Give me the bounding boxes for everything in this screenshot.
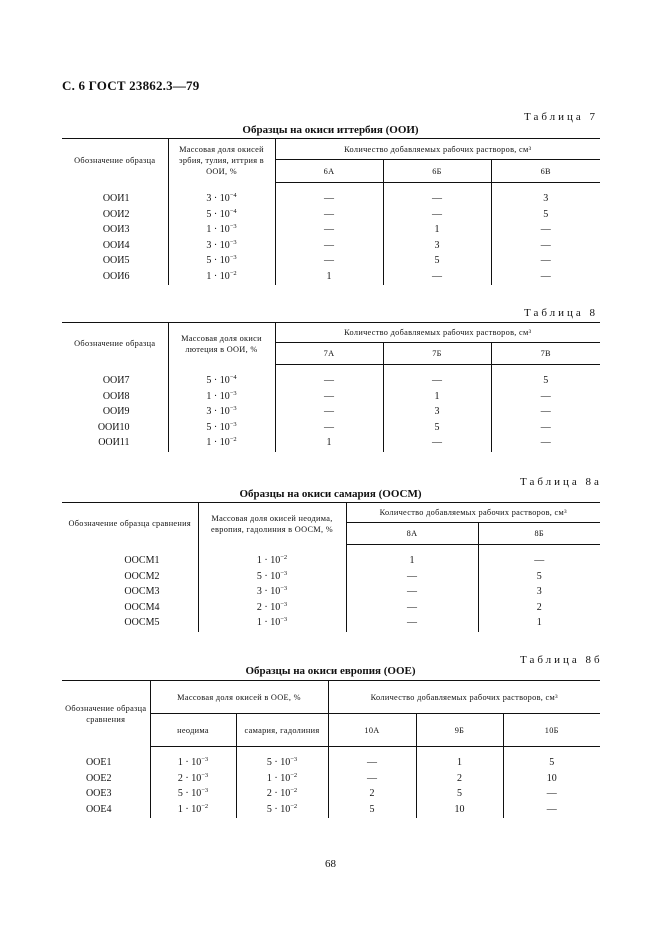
solution-volume: —: [275, 253, 383, 269]
sample-code: ООИ10: [97, 421, 130, 433]
mass-fraction: $3 \cdot 10^{-3}$: [198, 584, 346, 600]
solution-volume: 5: [478, 569, 600, 585]
solution-volume: —: [491, 253, 600, 269]
exponent: −3: [290, 756, 298, 763]
table-7-sub-header: 6А: [275, 160, 383, 183]
table-7: [62, 138, 600, 285]
solution-volume: 10: [416, 802, 503, 819]
exponent: −3: [201, 787, 209, 794]
table-8-sub-header: 7А: [275, 343, 383, 365]
mantissa: 5: [256, 570, 262, 582]
table-row: [62, 584, 600, 600]
mantissa: 3: [206, 192, 212, 204]
mass-fraction: $1 \cdot 10^{-2}$: [198, 545, 346, 569]
sample-code: ООЕ1: [85, 756, 112, 768]
table-7-header-sample: Обозначение образца: [62, 139, 168, 183]
exponent: −3: [280, 616, 288, 623]
solution-volume: 1: [383, 389, 491, 405]
mass-fraction-neodymium: $1 \cdot 10^{-2}$: [150, 802, 236, 819]
mass-fraction: $5 \cdot 10^{-3}$: [168, 420, 275, 436]
mass-fraction: $5 \cdot 10^{-3}$: [168, 253, 275, 269]
exponent: −2: [290, 802, 298, 810]
mass-fraction-samarium-gadolinium: $1 \cdot 10^{-2}$: [236, 771, 328, 787]
solution-volume: 1: [478, 615, 600, 632]
mantissa: 1: [256, 554, 262, 566]
mantissa: 2: [256, 601, 262, 613]
mantissa: 5: [206, 208, 212, 220]
table-7-header-mass: Массовая доля окисей эрбия, тулия, иттрия в ООИ, %: [168, 139, 275, 183]
sample-code: ООСМ5: [124, 617, 160, 628]
sample-code: ООЕ4: [85, 803, 112, 815]
solution-volume: 5: [383, 253, 491, 269]
table-row: [62, 771, 600, 787]
table-8b-sub-header: 10А: [328, 714, 416, 747]
solution-volume: 5: [328, 802, 416, 819]
mantissa: 1: [206, 437, 212, 448]
exponent: −3: [229, 254, 237, 261]
table-7-header-qty: Количество добавляемых рабочих растворов, см³: [275, 139, 600, 160]
solution-volume: 2: [416, 771, 503, 787]
table-8b-label: Таблица 8б: [520, 654, 603, 666]
table-7-body: [62, 183, 600, 286]
sample-code: ООСМ1: [124, 554, 160, 566]
sample-code: ООИ6: [102, 270, 130, 282]
table-row: [62, 238, 600, 254]
table-8a-header-mass: Массовая доля окисей неодима, европия, гадолиния в ООСМ, %: [198, 503, 346, 545]
solution-volume: —: [383, 183, 491, 207]
table-8: [62, 322, 600, 452]
solution-volume: —: [491, 222, 600, 238]
table-row: [62, 183, 600, 207]
solution-volume: —: [275, 404, 383, 420]
table-8b-title: Образцы на окиси европия (ООЕ): [245, 665, 416, 677]
solution-volume: —: [275, 207, 383, 223]
solution-volume: 5: [491, 365, 600, 389]
exponent: −2: [229, 436, 237, 443]
sample-code: ООИ4: [102, 239, 130, 251]
mass-fraction: $1 \cdot 10^{-3}$: [168, 222, 275, 238]
solution-volume: 2: [328, 786, 416, 802]
table-row: [62, 404, 600, 420]
sample-code: ООИ1: [102, 192, 130, 204]
table-row: [62, 222, 600, 238]
solution-volume: —: [328, 747, 416, 771]
solution-volume: 5: [491, 207, 600, 223]
mass-fraction-neodymium: $1 \cdot 10^{-3}$: [150, 747, 236, 771]
mantissa: 3: [206, 406, 212, 417]
table-row: [62, 207, 600, 223]
exponent: −3: [280, 569, 288, 577]
table-row: [62, 786, 600, 802]
solution-volume: 3: [478, 584, 600, 600]
solution-volume: 1: [383, 222, 491, 238]
table-8b-sub-header: 9Б: [416, 714, 503, 747]
mantissa: 5: [266, 757, 272, 768]
table-8a-label: Таблица 8а: [520, 476, 602, 488]
table-8-sub-header: 7В: [491, 343, 600, 365]
solution-volume: 5: [503, 747, 600, 771]
solution-volume: —: [478, 545, 600, 569]
solution-volume: 3: [491, 183, 600, 207]
table-7-title: Образцы на окиси иттербия (ООИ): [242, 124, 419, 136]
solution-volume: 10: [503, 771, 600, 787]
table-row: [62, 365, 600, 389]
mass-fraction: $2 \cdot 10^{-3}$: [198, 600, 346, 616]
solution-volume: —: [383, 207, 491, 223]
table-7-label: Таблица 7: [524, 111, 599, 123]
exponent: −2: [290, 771, 298, 779]
table-8a-body: [62, 545, 600, 632]
solution-volume: —: [275, 222, 383, 238]
table-8a-sub-header: 8Б: [478, 523, 600, 545]
solution-volume: 1: [275, 435, 383, 452]
exponent: −2: [229, 269, 237, 277]
mass-fraction: $5 \cdot 10^{-4}$: [168, 365, 275, 389]
table-row: [62, 420, 600, 436]
table-8a-header-sample: Обозначение образца сравнения: [62, 503, 198, 545]
table-row: [62, 600, 600, 616]
mantissa: 1: [177, 757, 183, 768]
exponent: −3: [280, 600, 288, 608]
solution-volume: 1: [346, 545, 478, 569]
table-8-header-sample: Обозначение образца: [62, 323, 168, 365]
exponent: −4: [229, 191, 237, 199]
exponent: −4: [229, 207, 237, 215]
mantissa: 1: [206, 224, 212, 235]
table-8b-body: [62, 747, 600, 819]
mass-fraction: $5 \cdot 10^{-3}$: [198, 569, 346, 585]
solution-volume: 3: [383, 404, 491, 420]
exponent: −2: [280, 553, 288, 561]
mantissa: 1: [266, 772, 272, 784]
mass-fraction: $3 \cdot 10^{-3}$: [168, 404, 275, 420]
page-header: С. 6 ГОСТ 23862.3—79: [62, 78, 200, 93]
table-row: [62, 269, 600, 286]
sample-code: ООИ11: [98, 437, 130, 448]
exponent: −2: [290, 787, 298, 794]
sample-code: ООИ5: [102, 255, 130, 266]
table-8b-sub-mass-header: самария, гадолиния: [236, 714, 328, 747]
table-row: [62, 747, 600, 771]
exponent: −3: [229, 405, 237, 412]
table-8-label: Таблица 8: [524, 307, 599, 319]
table-8b-header-mass: Массовая доля окисей в ООЕ, %: [150, 681, 328, 714]
solution-volume: —: [491, 435, 600, 452]
mantissa: 2: [177, 772, 183, 784]
mass-fraction: $1 \cdot 10^{-2}$: [168, 435, 275, 452]
solution-volume: —: [346, 569, 478, 585]
table-8a-title: Образцы на окиси самария (ООСМ): [239, 488, 422, 500]
sample-code: ООИ3: [102, 224, 130, 235]
mantissa: 1: [177, 803, 183, 815]
sample-code: ООИ9: [102, 406, 130, 417]
table-row: [62, 802, 600, 819]
exponent: −3: [229, 420, 237, 428]
mantissa: 5: [177, 788, 183, 799]
mantissa: 5: [266, 803, 272, 815]
table-8b-header-qty: Количество добавляемых рабочих растворов, см³: [328, 681, 600, 714]
mantissa: 2: [266, 788, 272, 799]
solution-volume: 3: [383, 238, 491, 254]
table-8a-sub-header: 8А: [346, 523, 478, 545]
sample-code: ООИ2: [102, 208, 130, 220]
mantissa: 1: [206, 390, 212, 402]
table-8b: [62, 680, 600, 818]
mass-fraction: $1 \cdot 10^{-3}$: [168, 389, 275, 405]
solution-volume: —: [491, 420, 600, 436]
exponent: −3: [280, 585, 288, 592]
solution-volume: 5: [416, 786, 503, 802]
exponent: −2: [201, 802, 209, 810]
solution-volume: —: [383, 435, 491, 452]
mass-fraction: $1 \cdot 10^{-3}$: [198, 615, 346, 632]
table-8-sub-header: 7Б: [383, 343, 491, 365]
solution-volume: —: [491, 389, 600, 405]
sample-code: ООЕ3: [85, 788, 112, 799]
mass-fraction-samarium-gadolinium: $5 \cdot 10^{-3}$: [236, 747, 328, 771]
mantissa: 5: [206, 374, 212, 386]
table-8b-sub-header: 10Б: [503, 714, 600, 747]
table-7-sub-header: 6В: [491, 160, 600, 183]
solution-volume: —: [491, 238, 600, 254]
solution-volume: —: [346, 584, 478, 600]
solution-volume: —: [503, 802, 600, 819]
mass-fraction: $3 \cdot 10^{-3}$: [168, 238, 275, 254]
mantissa: 1: [256, 617, 262, 628]
mantissa: 5: [206, 255, 212, 266]
mass-fraction-neodymium: $5 \cdot 10^{-3}$: [150, 786, 236, 802]
sample-code: ООСМ3: [124, 586, 160, 597]
solution-volume: —: [275, 420, 383, 436]
mass-fraction-samarium-gadolinium: $5 \cdot 10^{-2}$: [236, 802, 328, 819]
mass-fraction: $5 \cdot 10^{-4}$: [168, 207, 275, 223]
table-row: [62, 435, 600, 452]
table-row: [62, 253, 600, 269]
table-row: [62, 389, 600, 405]
solution-volume: —: [383, 269, 491, 286]
sample-code: ООИ7: [102, 374, 130, 386]
solution-volume: —: [275, 389, 383, 405]
table-8-body: [62, 365, 600, 452]
solution-volume: —: [383, 365, 491, 389]
solution-volume: 2: [478, 600, 600, 616]
exponent: −3: [229, 389, 237, 397]
solution-volume: —: [346, 615, 478, 632]
solution-volume: —: [346, 600, 478, 616]
table-8b-sub-mass-header: неодима: [150, 714, 236, 747]
solution-volume: 5: [383, 420, 491, 436]
mantissa: 5: [206, 421, 212, 433]
solution-volume: —: [491, 404, 600, 420]
sample-code: ООИ8: [102, 390, 130, 402]
sample-code: ООСМ4: [124, 601, 160, 613]
table-row: [62, 569, 600, 585]
mass-fraction-samarium-gadolinium: $2 \cdot 10^{-2}$: [236, 786, 328, 802]
mantissa: 3: [256, 586, 262, 597]
solution-volume: —: [275, 365, 383, 389]
exponent: −4: [229, 373, 237, 381]
mantissa: 1: [206, 270, 212, 282]
solution-volume: —: [275, 238, 383, 254]
exponent: −3: [201, 771, 209, 779]
page-number: 68: [325, 858, 336, 870]
solution-volume: —: [491, 269, 600, 286]
mass-fraction: $1 \cdot 10^{-2}$: [168, 269, 275, 286]
solution-volume: —: [275, 183, 383, 207]
exponent: −3: [229, 223, 237, 230]
solution-volume: 1: [275, 269, 383, 286]
sample-code: ООСМ2: [124, 570, 160, 582]
table-8a-header-qty: Количество добавляемых рабочих растворов, см³: [346, 503, 600, 523]
mantissa: 3: [206, 239, 212, 251]
table-8b-header-sample: Обозначение образца сравнения: [62, 681, 150, 747]
table-8-header-mass: Массовая доля окиси лютеция в ООИ, %: [168, 323, 275, 365]
exponent: −3: [229, 238, 237, 246]
mass-fraction: $3 \cdot 10^{-4}$: [168, 183, 275, 207]
table-8-header-qty: Количество добавляемых рабочих растворов, см³: [275, 323, 600, 343]
mass-fraction-neodymium: $2 \cdot 10^{-3}$: [150, 771, 236, 787]
exponent: −3: [201, 756, 209, 763]
solution-volume: —: [328, 771, 416, 787]
solution-volume: —: [503, 786, 600, 802]
table-7-sub-header: 6Б: [383, 160, 491, 183]
table-row: [62, 615, 600, 632]
solution-volume: 1: [416, 747, 503, 771]
table-row: [62, 545, 600, 569]
table-8a: [62, 502, 600, 632]
sample-code: ООЕ2: [85, 772, 112, 784]
